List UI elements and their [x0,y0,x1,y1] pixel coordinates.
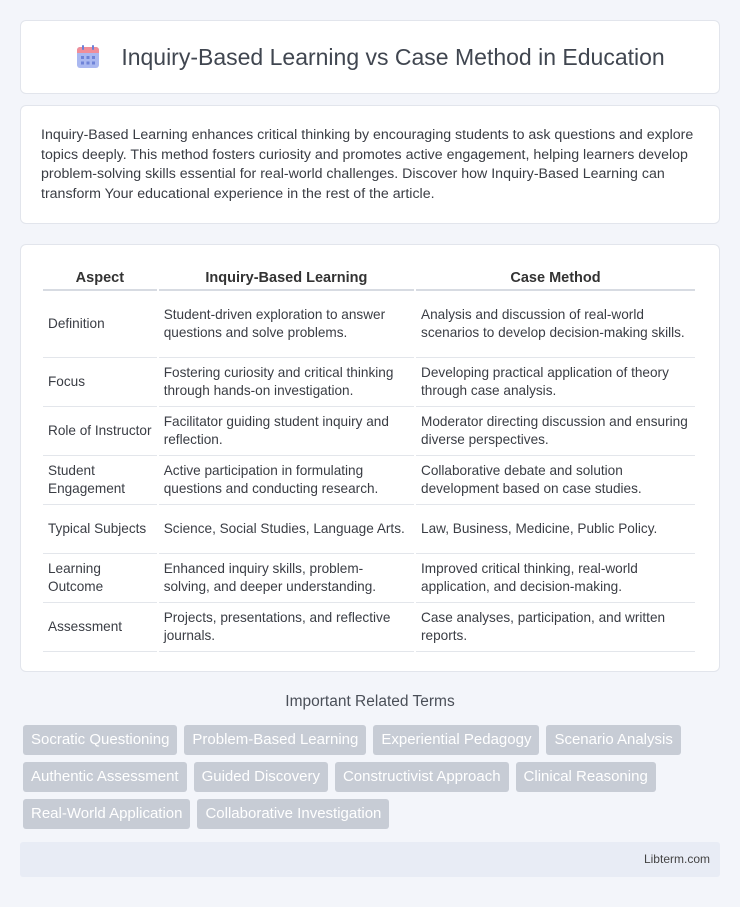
row-inquiry: Facilitator guiding student inquiry and reflection. [159,407,414,456]
intro-text: Inquiry-Based Learning enhances critical thinking by encouraging students to ask questions and explore topics deeply. This method fosters curiosity and promotes active engagement, helping learners develop problem-solving skills essential for real-world challenges. Discover how Inquiry-Based Learning can transform Your educational experience in the rest of the article. [41,127,694,202]
row-case: Case analyses, participation, and written reports. [416,603,695,652]
row-case: Collaborative debate and solution development based on case studies. [416,456,695,505]
page-title: Inquiry-Based Learning vs Case Method in Education [121,43,665,70]
header-card [20,20,720,94]
row-case: Developing practical application of theory through case analysis. [416,358,695,407]
table-row [43,554,695,603]
related-terms-list [23,725,723,836]
row-case: Moderator directing discussion and ensuring diverse perspectives. [416,407,695,456]
row-inquiry: Active participation in formulating questions and conducting research. [159,456,414,505]
comparison-card [20,244,720,672]
table-header-row [43,265,695,291]
tag-authentic-assessment[interactable]: Authentic Assessment [23,762,187,792]
tag-guided-discovery[interactable]: Guided Discovery [194,762,328,792]
row-inquiry: Enhanced inquiry skills, problem-solving, and deeper understanding. [159,554,414,603]
tag-experiential-pedagogy[interactable]: Experiential Pedagogy [373,725,539,755]
calendar-icon [75,44,101,70]
row-aspect: Typical Subjects [43,505,157,554]
row-aspect: Focus [43,358,157,407]
footer [20,842,720,877]
row-aspect: Definition [43,291,157,358]
row-aspect: Assessment [43,603,157,652]
row-inquiry: Projects, presentations, and reflective journals. [159,603,414,652]
table-row [43,456,695,505]
row-case: Improved critical thinking, real-world application, and decision-making. [416,554,695,603]
tag-real-world-application[interactable]: Real-World Application [23,799,190,829]
table-row [43,407,695,456]
tag-scenario-analysis[interactable]: Scenario Analysis [546,725,680,755]
tag-clinical-reasoning[interactable]: Clinical Reasoning [516,762,656,792]
row-inquiry: Student-driven exploration to answer questions and solve problems. [159,291,414,358]
header-inquiry: Inquiry-Based Learning [159,265,414,291]
header-case: Case Method [416,265,695,291]
tag-problem-based-learning[interactable]: Problem-Based Learning [184,725,366,755]
tag-constructivist-approach[interactable]: Constructivist Approach [335,762,509,792]
row-aspect: Role of Instructor [43,407,157,456]
row-case: Law, Business, Medicine, Public Policy. [416,505,695,554]
row-inquiry: Science, Social Studies, Language Arts. [159,505,414,554]
table-row [43,358,695,407]
table-row [43,505,695,554]
comparison-table [41,265,697,652]
tag-collaborative-investigation[interactable]: Collaborative Investigation [197,799,389,829]
table-row [43,291,695,358]
row-case: Analysis and discussion of real-world scenarios to develop decision-making skills. [416,291,695,358]
footer-brand-link[interactable]: Libterm.com [643,852,710,866]
related-terms-title: Important Related Terms [285,693,455,710]
tag-socratic-questioning[interactable]: Socratic Questioning [23,725,177,755]
header-aspect: Aspect [43,265,157,291]
table-row [43,603,695,652]
row-aspect: Learning Outcome [43,554,157,603]
row-aspect: Student Engagement [43,456,157,505]
row-inquiry: Fostering curiosity and critical thinking through hands-on investigation. [159,358,414,407]
intro-card [20,105,720,224]
